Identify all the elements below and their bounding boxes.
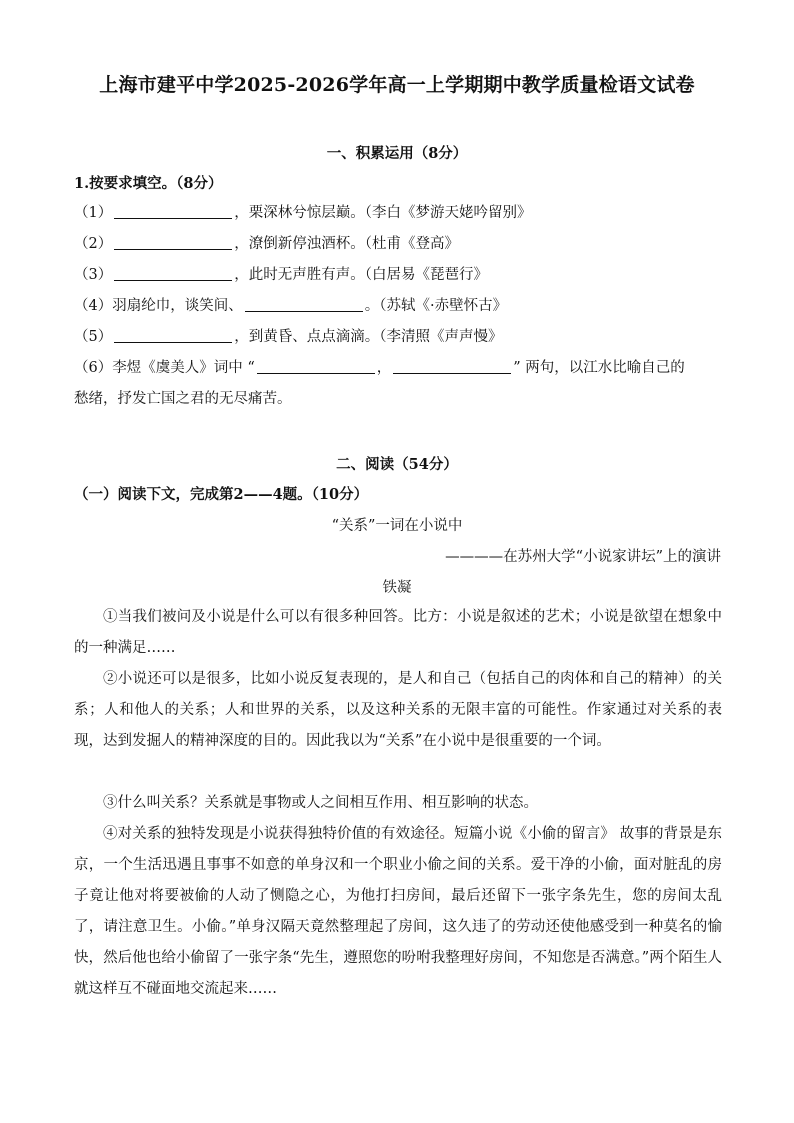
answer-blank[interactable] (114, 265, 232, 281)
fill-item-5 (74, 326, 502, 348)
item-text-before: 羽扇纶巾，谈笑间、 (112, 298, 243, 314)
fill-item-1 (74, 202, 531, 224)
answer-blank[interactable] (393, 358, 511, 374)
fill-item-6 (74, 357, 685, 379)
reading-1-heading: （一）阅读下文，完成第2——4题。（10分） (74, 486, 369, 503)
answer-blank[interactable] (114, 327, 232, 343)
article-title: “关系”一词在小说中 (331, 518, 463, 534)
item-text: ，栗深林兮惊层巅。（李白《梦游天姥吟留别》 (234, 205, 532, 221)
paragraph-4: ④对关系的独特发现是小说获得独特价值的有效途径。短篇小说《小偷的留言》 故事的背景是东京，一个生活迅遇且事事不如意的单身汉和一个职业小偷之间的关系。爱干净的小偷，面对脏乱的房子竟让他对将要被偷的人动了恻隐之心，为他打扫房间，最后还留下一张字条先生，您的房间太乱了，请注意卫生。小偷。”单身汉隔天竟然整理起了房间，这久违了的劳动还使他感受到一种莫名的愉快，然后他也给小偷留了一张字条“先生，遵照您的吩咐我整理好房间，不知您是否满意。”两个陌生人就这样互不碰面地交流起来…… (74, 826, 722, 997)
question-1-heading: 1.按要求填空。（8分） (74, 175, 223, 192)
paragraph-1: ①当我们被问及小说是什么可以有很多种回答。比方：小说是叙述的艺术；小说是欲望在想象中的一种满足…… (74, 609, 722, 656)
fill-item-6-continued: 愁绪，抒发亡国之君的无尽痛苦。 (74, 391, 292, 407)
answer-blank[interactable] (245, 296, 363, 312)
item-number: （5） (74, 329, 113, 345)
paragraph-2: ②小说还可以是很多，比如小说反复表现的，是人和自己（包括自己的肉体和自己的精神）的关系；人和他人的关系；人和世界的关系，以及这种关系的无限丰富的可能性。作家通过对关系的表现，达到发掘人的精神深度的目的。因此我以为“关系”在小说中是很重要的一个词。 (74, 671, 722, 749)
item-text: ” 两句，以江水比喻自己的 (513, 360, 685, 376)
article-subtitle: ————在苏州大学“小说家讲坛”上的演讲 (445, 549, 721, 565)
paragraph-3: ③什么叫关系？关系就是事物或人之间相互作用、相互影响的状态。 (103, 795, 538, 811)
item-number: （3） (74, 267, 113, 283)
item-text: ，到黄昏、点点滴滴。（李清照《声声慢》 (234, 329, 503, 345)
item-number: （1） (74, 205, 113, 221)
item-text: ，潦倒新停浊酒杯。（杜甫《登高》 (234, 236, 459, 252)
answer-blank[interactable] (114, 234, 232, 250)
section-2-heading: 二、阅读（54分） (336, 456, 458, 473)
fill-item-3 (74, 264, 488, 286)
item-number: （2） (74, 236, 113, 252)
item-text: （6）李煜《虞美人》词中 “ (74, 360, 255, 376)
item-sep: ， (376, 360, 392, 376)
item-text: 。（苏轼《·赤壁怀古》 (364, 298, 508, 314)
section-1-heading: 一、积累运用（8分） (326, 145, 468, 162)
item-text: ，此时无声胜有声。（白居易《琵琶行》 (234, 267, 488, 283)
article-author: 铁凝 (382, 580, 412, 596)
exam-title: 上海市建平中学2025-2026学年高一上学期期中教学质量检语文试卷 (99, 74, 695, 96)
fill-item-2 (74, 233, 459, 255)
fill-item-4 (74, 295, 507, 317)
item-number: （4） (74, 298, 113, 314)
answer-blank[interactable] (114, 203, 232, 219)
answer-blank[interactable] (257, 358, 375, 374)
